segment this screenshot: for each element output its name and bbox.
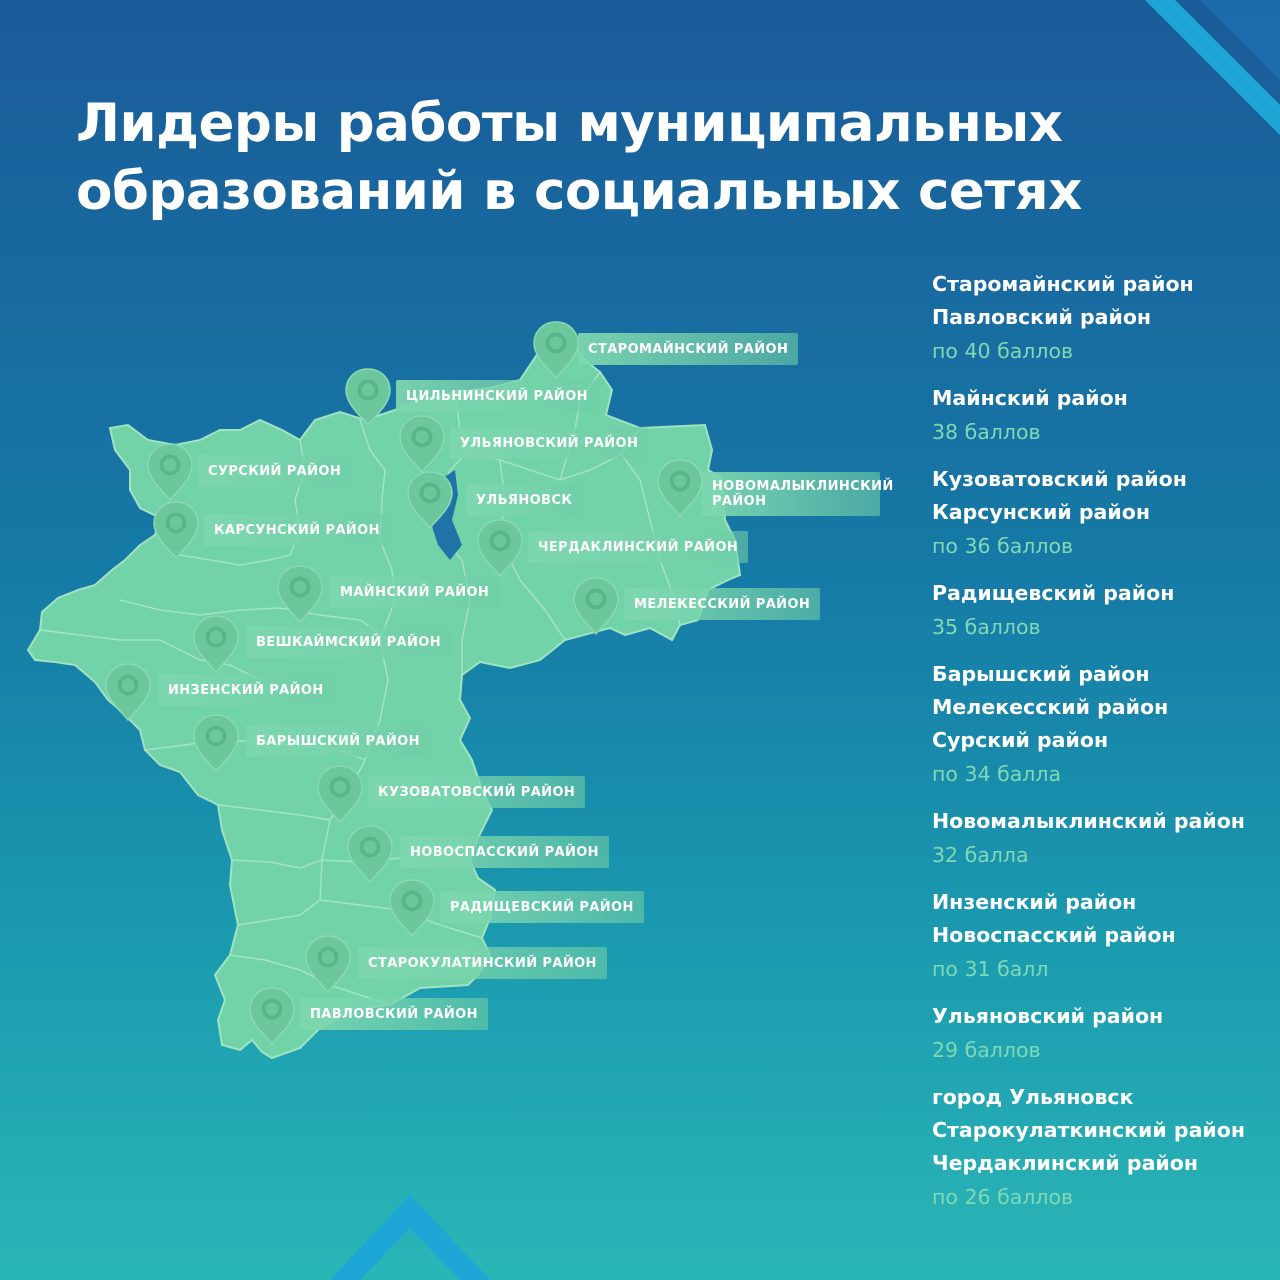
ranking-group bbox=[932, 1081, 1272, 1214]
ranking-score: 38 баллов bbox=[932, 420, 1041, 444]
ranking-name: Майнский район bbox=[932, 386, 1128, 410]
ranking-group bbox=[932, 1000, 1272, 1067]
ranking-name: Кузоватовский район bbox=[932, 467, 1187, 491]
ranking-score: по 36 баллов bbox=[932, 534, 1074, 558]
ranking-score: по 31 балл bbox=[932, 957, 1049, 981]
title-line-1: Лидеры работы муниципальных bbox=[76, 93, 1063, 154]
map-label-cherdaklinsky: ЧЕРДАКЛИНСКИЙ РАЙОН bbox=[528, 531, 748, 563]
ranking-group bbox=[932, 268, 1272, 368]
ranking-name: Радищевский район bbox=[932, 581, 1175, 605]
map-label-novospassky: НОВОСПАССКИЙ РАЙОН bbox=[400, 836, 609, 868]
ranking-group bbox=[932, 886, 1272, 986]
ranking-name: Сурский район bbox=[932, 728, 1109, 752]
ranking-name: Павловский район bbox=[932, 305, 1152, 329]
ranking-group bbox=[932, 463, 1272, 563]
map-label-kuzovatovsky: КУЗОВАТОВСКИЙ РАЙОН bbox=[368, 776, 585, 808]
ranking-group bbox=[932, 658, 1272, 791]
ranking-name: Чердаклинский район bbox=[932, 1151, 1199, 1175]
ranking-name: город Ульяновск bbox=[932, 1085, 1134, 1109]
map-label-baryshsky: БАРЫШСКИЙ РАЙОН bbox=[246, 725, 430, 757]
map-label-veshkaimsky: ВЕШКАЙМСКИЙ РАЙОН bbox=[246, 626, 451, 658]
ranking-score: по 34 балла bbox=[932, 762, 1062, 786]
map-label-novomalyklinsky: НОВОМАЛЫКЛИНСКИЙ РАЙОН bbox=[702, 472, 880, 516]
ranking-score: по 26 баллов bbox=[932, 1185, 1074, 1209]
map-label-tsilninsky: ЦИЛЬНИНСКИЙ РАЙОН bbox=[396, 380, 598, 412]
ranking-score: по 40 баллов bbox=[932, 339, 1074, 363]
map-label-karsunsky: КАРСУНСКИЙ РАЙОН bbox=[204, 514, 390, 546]
ranking-name: Старомайнский район bbox=[932, 272, 1194, 296]
map-label-staromainsky: СТАРОМАЙНСКИЙ РАЙОН bbox=[578, 333, 798, 365]
map-label-inzensky: ИНЗЕНСКИЙ РАЙОН bbox=[158, 674, 334, 706]
ranking-list bbox=[932, 268, 1272, 1228]
map-label-radishchevsky: РАДИЩЕВСКИЙ РАЙОН bbox=[440, 891, 644, 923]
ranking-score: 29 баллов bbox=[932, 1038, 1041, 1062]
ranking-score: 32 балла bbox=[932, 843, 1029, 867]
ranking-name: Новомалыклинский район bbox=[932, 809, 1245, 833]
map-label-ulyanovsky: УЛЬЯНОВСКИЙ РАЙОН bbox=[450, 427, 648, 459]
map-label-starokulatinsky: СТАРОКУЛАТИНСКИЙ РАЙОН bbox=[358, 947, 607, 979]
ranking-score: 35 баллов bbox=[932, 615, 1041, 639]
ranking-group bbox=[932, 577, 1272, 644]
ranking-name: Старокулаткинский район bbox=[932, 1118, 1246, 1142]
ranking-group bbox=[932, 805, 1272, 872]
map-label-melekessky: МЕЛЕКЕССКИЙ РАЙОН bbox=[624, 588, 820, 620]
ranking-name: Барышский район bbox=[932, 662, 1150, 686]
ranking-name: Инзенский район bbox=[932, 890, 1137, 914]
ranking-name: Ульяновский район bbox=[932, 1004, 1164, 1028]
ranking-group bbox=[932, 382, 1272, 449]
ranking-name: Мелекесский район bbox=[932, 695, 1169, 719]
ranking-name: Новоспасский район bbox=[932, 923, 1176, 947]
title-line-2: образований в социальных сетях bbox=[76, 161, 1082, 222]
map-label-pavlovsky: ПАВЛОВСКИЙ РАЙОН bbox=[300, 998, 488, 1030]
ranking-name: Карсунский район bbox=[932, 500, 1150, 524]
map-label-sursky: СУРСКИЙ РАЙОН bbox=[198, 455, 351, 487]
map-label-mainsky: МАЙНСКИЙ РАЙОН bbox=[330, 576, 499, 608]
map-label-ulyanovsk: УЛЬЯНОВСК bbox=[466, 484, 582, 516]
